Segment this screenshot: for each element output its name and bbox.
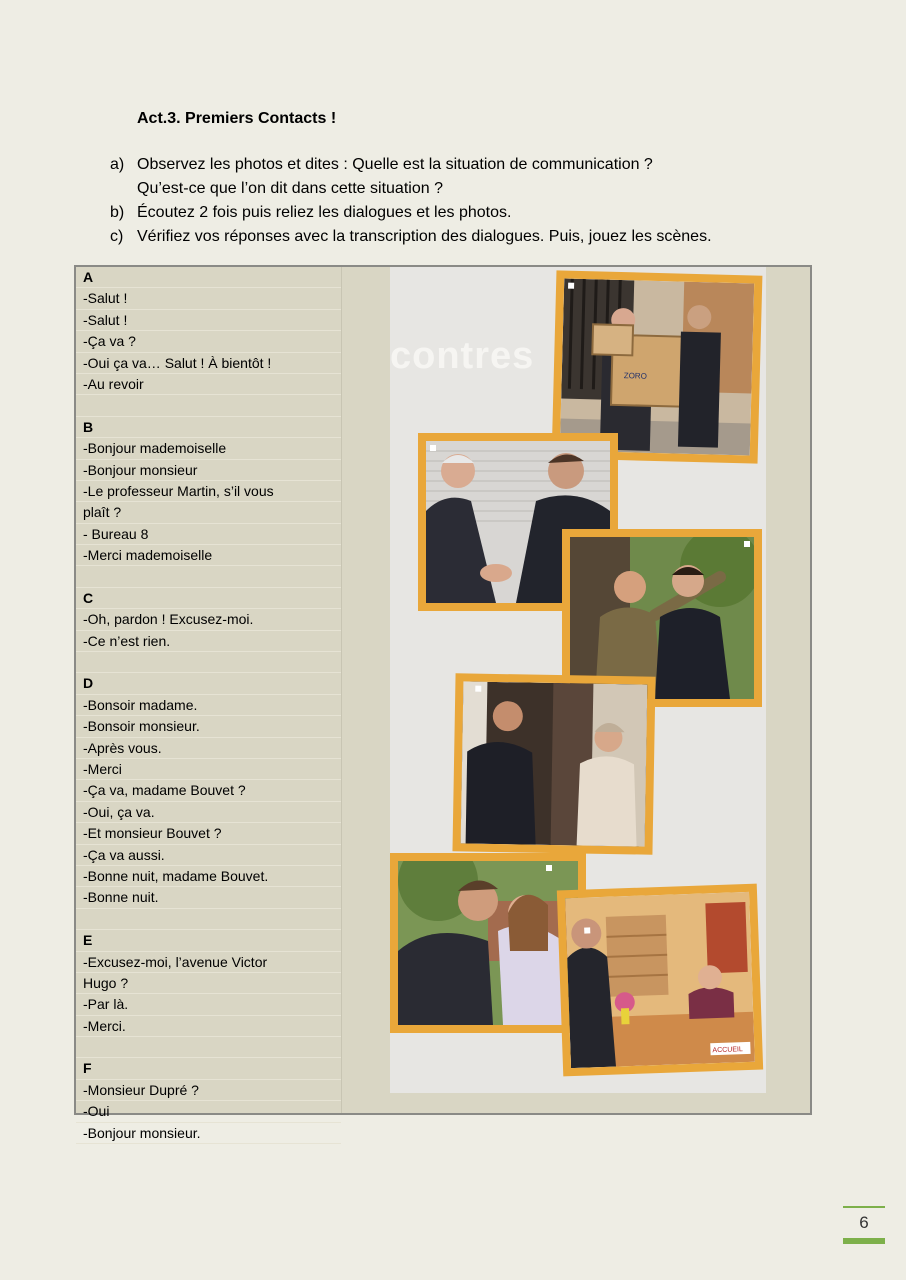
photo-boxes-illustration	[560, 279, 754, 456]
dialogue-line: -Oh, pardon ! Excusez-moi.	[76, 609, 341, 630]
dialogue-spacer	[76, 566, 341, 587]
dialogue-label: C	[76, 588, 341, 609]
dialogue-line: -Après vous.	[76, 738, 341, 759]
dialogue-line: plaît ?	[76, 502, 341, 523]
dialogue-line: -Ça va aussi.	[76, 845, 341, 866]
photo-greeting-illustration	[398, 861, 578, 1025]
instruction-marker: a)	[110, 156, 125, 173]
photo-directions-illustration	[570, 537, 754, 699]
photo-doorway-illustration	[461, 681, 648, 846]
instruction-marker: b)	[110, 204, 125, 221]
dialogue-line: -Ce n’est rien.	[76, 631, 341, 652]
dialogue-spacer	[76, 395, 341, 416]
dialogue-line: -Et monsieur Bouvet ?	[76, 823, 341, 844]
photo-doorway	[452, 673, 655, 854]
dialogue-line: -Au revoir	[76, 374, 341, 395]
dialogue-line: -Oui	[76, 1101, 341, 1122]
photo-reception	[557, 884, 763, 1077]
dialogue-spacer	[76, 652, 341, 673]
dialogue-label: A	[76, 267, 341, 288]
dialogue-line: -Monsieur Dupré ?	[76, 1080, 341, 1101]
dialogue-label: B	[76, 417, 341, 438]
photo-marker	[584, 927, 590, 933]
dialogue-line: -Bonjour monsieur.	[76, 1123, 341, 1144]
photo-marker	[744, 541, 750, 547]
dialogue-line: -Merci.	[76, 1016, 341, 1037]
photo-reception-illustration	[565, 892, 755, 1068]
photo-marker	[430, 445, 436, 451]
dialogue-line: -Le professeur Martin, s’il vous	[76, 481, 341, 502]
photo-collage	[390, 267, 766, 1093]
instruction-item	[110, 153, 870, 201]
dialogue-label: E	[76, 930, 341, 951]
photo-marker	[546, 865, 552, 871]
dialogue-column	[76, 267, 342, 1141]
activity-title: Act.3. Premiers Contacts !	[137, 110, 337, 127]
instruction-item	[110, 225, 870, 249]
dialogue-line: -Bonjour monsieur	[76, 460, 341, 481]
dialogue-line: -Salut !	[76, 310, 341, 331]
instruction-line: Écoutez 2 fois puis reliez les dialogues et les photos.	[137, 204, 512, 221]
instruction-text	[137, 153, 870, 201]
dialogue-line: -Salut !	[76, 288, 341, 309]
photo-greeting-kiss	[390, 853, 586, 1033]
instruction-line: Vérifiez vos réponses avec la transcription des dialogues. Puis, jouez les scènes.	[137, 228, 712, 245]
page-number: 6	[843, 1206, 885, 1244]
dialogue-photo-table	[74, 265, 812, 1141]
dialogue-line: -Oui ça va… Salut ! À bientôt !	[76, 353, 341, 374]
instructions-list	[110, 153, 870, 249]
photo-marker	[568, 283, 574, 289]
dialogue-line: -Bonne nuit.	[76, 887, 341, 908]
dialogue-line: -Bonsoir monsieur.	[76, 716, 341, 737]
dialogue-line: - Bureau 8	[76, 524, 341, 545]
dialogue-line: -Merci	[76, 759, 341, 780]
dialogue-line: -Ça va, madame Bouvet ?	[76, 780, 341, 801]
dialogue-line: -Par là.	[76, 994, 341, 1015]
dialogue-line: Hugo ?	[76, 973, 341, 994]
dialogue-line: -Bonsoir madame.	[76, 695, 341, 716]
dialogue-line: -Bonne nuit, madame Bouvet.	[76, 866, 341, 887]
instruction-text	[137, 201, 870, 225]
instruction-marker: c)	[110, 228, 124, 245]
box-label: ZORO	[623, 371, 647, 381]
dialogue-label: F	[76, 1058, 341, 1079]
instruction-item	[110, 201, 870, 225]
instruction-text	[137, 225, 870, 249]
dialogue-line: -Merci mademoiselle	[76, 545, 341, 566]
dialogue-line: -Ça va ?	[76, 331, 341, 352]
dialogue-label: D	[76, 673, 341, 694]
photo-marker	[475, 686, 481, 692]
dialogue-spacer	[76, 909, 341, 930]
accueil-sign: ACCUEIL	[712, 1046, 743, 1055]
collage-background-text: contres	[390, 335, 535, 377]
instruction-line: Qu’est-ce que l’on dit dans cette situation ?	[137, 180, 443, 197]
dialogue-spacer	[76, 1037, 341, 1058]
dialogue-line: -Oui, ça va.	[76, 802, 341, 823]
dialogue-line: -Bonjour mademoiselle	[76, 438, 341, 459]
instruction-line: Observez les photos et dites : Quelle est la situation de communication ?	[137, 156, 653, 173]
dialogue-line: -Excusez-moi, l’avenue Victor	[76, 952, 341, 973]
